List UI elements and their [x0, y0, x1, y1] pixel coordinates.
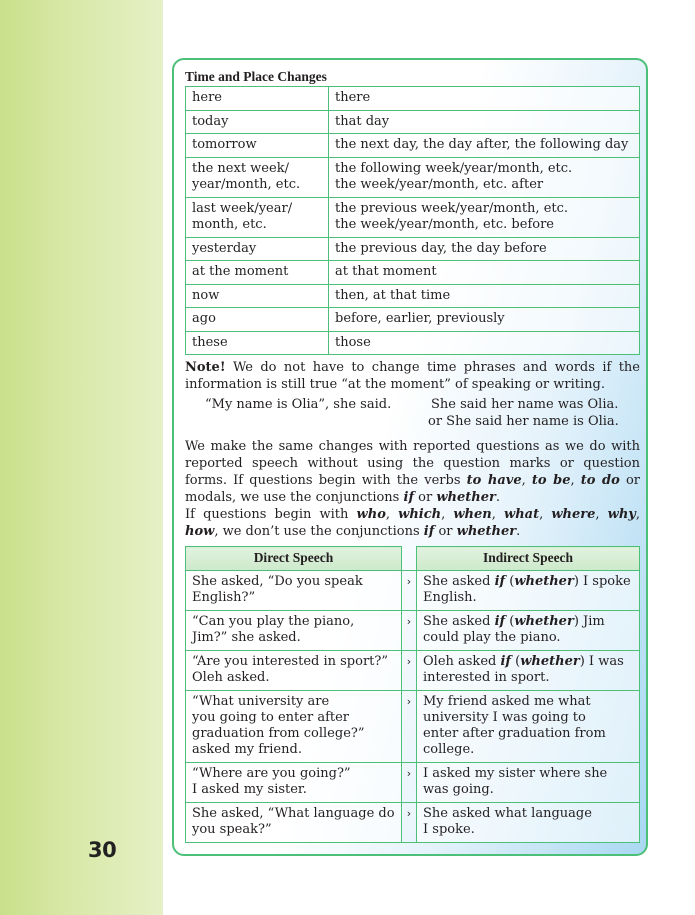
- note-text: We do not have to change time phrases and words if the information is still true “at the moment” of speaking or writing.: [185, 360, 640, 392]
- time-place-table: [185, 86, 640, 355]
- reported-expression: at that moment: [329, 261, 640, 285]
- speech-row: [186, 803, 640, 843]
- p2-text: If questions begin with: [185, 507, 357, 522]
- original-expression: at the moment: [186, 261, 329, 285]
- p1-text: We make the same changes with reported questions as we do with reported speech without using the question marks or question forms. If questions begin with the verbs: [185, 439, 640, 488]
- arrow-icon: ›: [402, 611, 417, 651]
- indirect-text: She asked: [423, 614, 495, 629]
- conjunction: if: [494, 614, 506, 629]
- conj-whether: whether: [436, 490, 496, 505]
- original-expression: here: [186, 87, 329, 111]
- time-place-row: [186, 157, 640, 197]
- reported-expression: the next day, the day after, the following day: [329, 134, 640, 158]
- indirect-text: Oleh asked: [423, 654, 501, 669]
- example-indirect-1: She said her name was Olia.: [431, 397, 619, 412]
- p2-sep: ,: [539, 507, 552, 522]
- section-title: Time and Place Changes: [185, 69, 327, 84]
- time-place-row: [186, 237, 640, 261]
- p1-sep: ,: [570, 473, 581, 488]
- indirect-text: ) I was interested in sport.: [423, 654, 624, 685]
- conjunction: if: [494, 574, 506, 589]
- conj-if: if: [403, 490, 415, 505]
- reported-expression: then, at that time: [329, 284, 640, 308]
- original-expression: tomorrow: [186, 134, 329, 158]
- indirect-text: (: [511, 654, 521, 669]
- direct-speech-cell: “Can you play the piano, Jim?” she asked.: [186, 611, 402, 651]
- direct-speech-cell: “Where are you going?” I asked my sister.: [186, 763, 402, 803]
- note-label: Note!: [185, 360, 226, 375]
- reported-expression: the previous day, the day before: [329, 237, 640, 261]
- left-margin-strip: [0, 0, 163, 915]
- indirect-text: ) I spoke English.: [423, 574, 631, 605]
- time-place-row: [186, 110, 640, 134]
- wh-which: which: [398, 507, 442, 522]
- p2-text: , we don’t use the conjunctions: [214, 524, 424, 539]
- original-expression: yesterday: [186, 237, 329, 261]
- arrow-icon: ›: [402, 651, 417, 691]
- reported-expression: the previous week/year/month, etc. the week/year/month, etc. before: [329, 197, 640, 237]
- example-indirect-2: or She said her name is Olia.: [428, 414, 619, 429]
- header-spacer: [402, 547, 417, 571]
- conjunction: if: [500, 654, 511, 669]
- speech-table-header: [186, 547, 640, 571]
- direct-speech-cell: “Are you interested in sport?” Oleh asked.: [186, 651, 402, 691]
- indirect-speech-cell: My friend asked me what university I was going to enter after graduation from college.: [417, 691, 640, 763]
- reported-expression: that day: [329, 110, 640, 134]
- reported-expression: the following week/year/month, etc. the week/year/month, etc. after: [329, 157, 640, 197]
- reported-expression: those: [329, 331, 640, 355]
- speech-row: [186, 571, 640, 611]
- verb-to-be: to be: [531, 473, 571, 488]
- header-indirect-speech: Indirect Speech: [417, 547, 640, 571]
- page-number: 30: [88, 838, 117, 862]
- time-place-row: [186, 331, 640, 355]
- time-place-row: [186, 87, 640, 111]
- wh-when: when: [453, 507, 492, 522]
- arrow-icon: ›: [402, 691, 417, 763]
- original-expression: the next week/ year/month, etc.: [186, 157, 329, 197]
- indirect-speech-cell: [417, 651, 640, 691]
- speech-table: [185, 546, 640, 843]
- time-place-row: [186, 261, 640, 285]
- original-expression: today: [186, 110, 329, 134]
- p1-text: or: [414, 490, 437, 505]
- grammar-panel: [172, 58, 648, 856]
- original-expression: ago: [186, 308, 329, 332]
- speech-row: [186, 611, 640, 651]
- p1-text: .: [495, 490, 500, 505]
- p2-sep: ,: [635, 507, 640, 522]
- p2-text: or: [434, 524, 457, 539]
- direct-speech-cell: “What university are you going to enter after graduation from college?” asked my friend.: [186, 691, 402, 763]
- p2-sep: ,: [385, 507, 399, 522]
- speech-row: [186, 651, 640, 691]
- wh-where: where: [551, 507, 596, 522]
- panel-content: [185, 68, 640, 843]
- conj-whether: whether: [456, 524, 517, 539]
- time-place-row: [186, 134, 640, 158]
- speech-row: [186, 763, 640, 803]
- time-place-row: [186, 284, 640, 308]
- header-direct-speech: Direct Speech: [186, 547, 402, 571]
- p2-sep: ,: [491, 507, 504, 522]
- arrow-icon: ›: [402, 803, 417, 843]
- indirect-text: (: [505, 614, 515, 629]
- arrow-icon: ›: [402, 763, 417, 803]
- indirect-speech-cell: [417, 571, 640, 611]
- indirect-text: (: [505, 574, 515, 589]
- original-expression: these: [186, 331, 329, 355]
- p2-sep: ,: [595, 507, 608, 522]
- speech-table-wrap: [185, 546, 640, 843]
- direct-speech-cell: She asked, “Do you speak English?”: [186, 571, 402, 611]
- p1-sep: ,: [521, 473, 532, 488]
- time-place-row: [186, 197, 640, 237]
- indirect-speech-cell: [417, 611, 640, 651]
- p1-text: or modals, we use the conjunctions: [185, 473, 641, 505]
- example-direct: “My name is Olia”, she said.: [205, 397, 392, 412]
- verb-to-do: to do: [580, 473, 620, 488]
- original-expression: last week/year/ month, etc.: [186, 197, 329, 237]
- indirect-speech-cell: She asked what language I spoke.: [417, 803, 640, 843]
- indirect-speech-cell: I asked my sister where she was going.: [417, 763, 640, 803]
- wh-who: who: [356, 507, 386, 522]
- wh-how: how: [185, 524, 215, 539]
- note-paragraph: [185, 359, 640, 393]
- reported-expression: there: [329, 87, 640, 111]
- conjunction: whether: [514, 574, 574, 589]
- wh-why: why: [607, 507, 636, 522]
- indirect-text: She asked: [423, 574, 495, 589]
- reported-questions-paragraph: [185, 438, 640, 506]
- wh-what: what: [504, 507, 540, 522]
- conj-if: if: [423, 524, 435, 539]
- arrow-icon: ›: [402, 571, 417, 611]
- p2-text: .: [516, 524, 521, 539]
- conjunction: whether: [514, 614, 574, 629]
- example-block: [185, 396, 640, 436]
- direct-speech-cell: She asked, “What language do you speak?”: [186, 803, 402, 843]
- indirect-text: ) Jim could play the piano.: [423, 614, 605, 645]
- speech-row: [186, 691, 640, 763]
- verb-to-have: to have: [466, 473, 522, 488]
- conjunction: whether: [520, 654, 580, 669]
- wh-questions-paragraph: [185, 506, 640, 540]
- time-place-row: [186, 308, 640, 332]
- original-expression: now: [186, 284, 329, 308]
- reported-expression: before, earlier, previously: [329, 308, 640, 332]
- p2-sep: ,: [441, 507, 454, 522]
